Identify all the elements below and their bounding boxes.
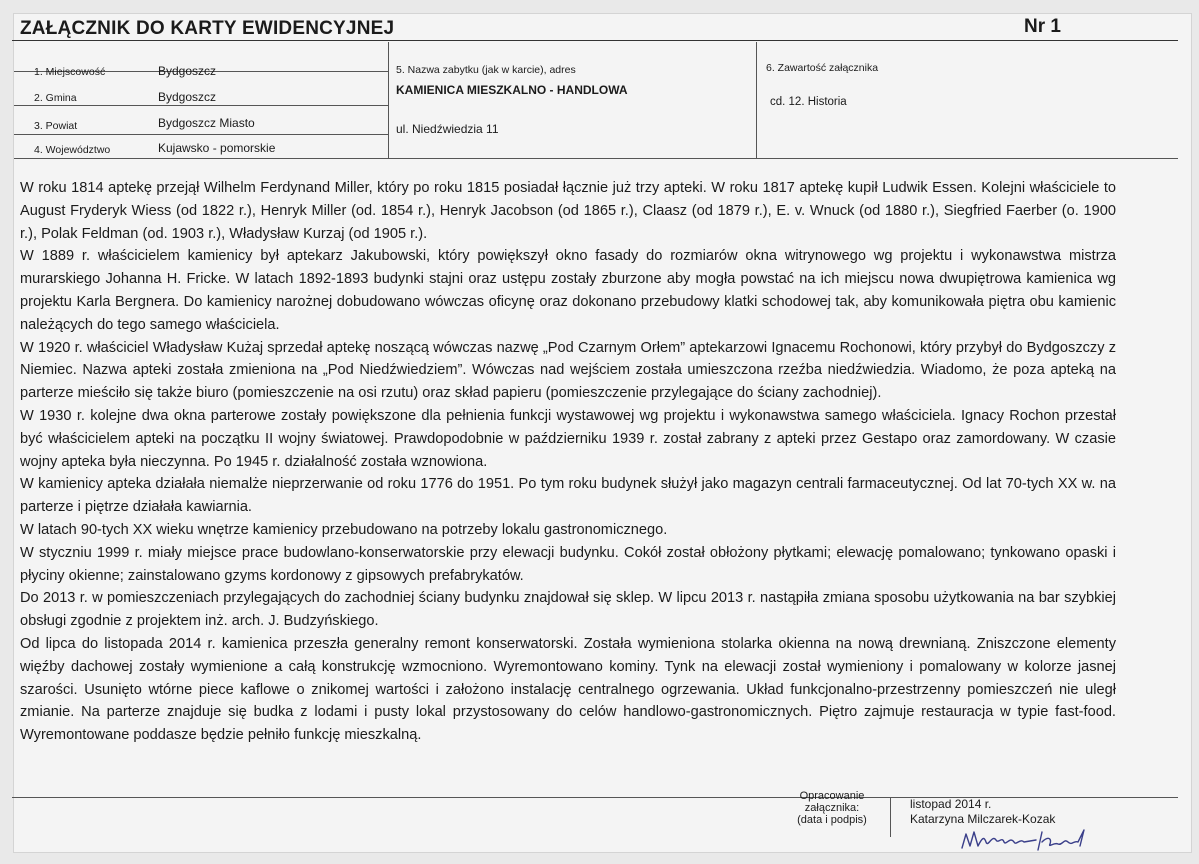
gmina-label: 2. Gmina <box>34 92 77 104</box>
history-paragraph: Do 2013 r. w pomieszczeniach przylegających do zachodniej ściany budynku znajdował się sklep. W lipcu 2013 r. nastąpiła zmiana sposobu użytkowania na bar szybkiej obsługi zgodnie z projektem inż. arch. J. Budzyńskiego. <box>20 590 1116 630</box>
gmina-value: Bydgoszcz <box>158 90 217 104</box>
grid-row-line <box>14 134 388 135</box>
grid-divider-2 <box>756 42 757 159</box>
miejscowosc-label: 1. Miejscowość <box>34 66 106 78</box>
prepared-label-line1: Opracowanie <box>799 790 865 802</box>
document-title: ZAŁĄCZNIK DO KARTY EWIDENCYJNEJ <box>20 18 395 39</box>
wojewodztwo-label: 4. Województwo <box>34 144 111 156</box>
author-name: Katarzyna Milczarek-Kozak <box>910 812 1056 826</box>
prepared-label-line3: (data i podpis) <box>797 814 867 826</box>
miejscowosc-value: Bydgoszcz <box>158 64 217 78</box>
title-divider <box>12 40 1178 41</box>
nazwa-value: KAMIENICA MIESZKALNO - HANDLOWA <box>396 83 628 97</box>
footer-divider <box>12 797 1178 798</box>
nazwa-label: 5. Nazwa zabytku (jak w karcie), adres <box>396 64 576 76</box>
history-paragraph: W kamienicy apteka działała niemalże nieprzerwanie od roku 1776 do 1951. Po tym roku budynek służył jako magazyn centrali farmaceutycznej. Od lat 70-tych XX w. na parterze i piętrze działała kawiarnia. <box>20 476 1116 516</box>
prepared-by-label <box>787 790 877 826</box>
zawartosc-label: 6. Zawartość załącznika <box>766 62 879 74</box>
history-paragraph: W styczniu 1999 r. miały miejsce prace budowlano-konserwatorskie przy elewacji budynku. Cokół został obłożony płytkami; elewację pomalowano; tynkowano opaski i płyciny okienne; zainstalowano gzyms kordonowy z gipsowych prefabrykatów. <box>20 544 1116 584</box>
powiat-value: Bydgoszcz Miasto <box>158 116 255 130</box>
document-number: Nr 1 <box>1024 16 1061 37</box>
adres-value: ul. Niedźwiedzia 11 <box>396 122 499 136</box>
history-paragraph: W 1930 r. kolejne dwa okna parterowe zostały powiększone dla pełnienia funkcji wystawowej wg projektu i wykonawstwa samego właściciela. Ignacy Rochon przestał być właścicielem apteki na początku II wojny światowej. Prawdopodobnie w październiku 1939 r. został zabrany z apteki przez Gestapo oraz zamordowany. W czasie wojny apteka była nieczynna. Po 1945 r. działalność została wznowiona. <box>20 407 1116 470</box>
history-paragraph: Od lipca do listopada 2014 r. kamienica przeszła generalny remont konserwatorski. Została wymieniona stolarka okienna na nową drewnianą. Zniszczone elementy więźby dachowej zostały wymienione a całą konstrukcję wzmocniono. Wyremontowano kominy. Tynk na elewacji został wymieniony i pomalowany w kolorze jasnej szarości. Usunięto wtórne piece kaflowe o znikomej wartości i założono instalację centralnego ogrzewania. Układ funkcjonalno-przestrzenny pomieszczeń nie uległ zmianie. Na parterze znajduje się budka z lodami i pusty lokal przystosowany do celów handlowo-gastronomicznych. Piętro zajmuje restauracja w typie fast-food. Wyremontowane poddasze będzie pełniło funkcję mieszkalną. <box>20 635 1116 744</box>
history-paragraph: W 1889 r. właścicielem kamienicy był aptekarz Jakubowski, który powiększył okno fasady do rozmiarów okna witrynowego wg projektu i wykonawstwa mistrza murarskiego Johanna H. Fricke. W latach 1892-1893 budynki stajni oraz ustępu zostały zburzone aby mogła powstać na ich miejscu nowa dwupiętrowa kamienica wg projektu Karla Bergnera. Do kamienicy narożnej dobudowano wówczas oficynę oraz dokonano przebudowy klatki schodowej tak, aby komunikowała piętra obu kamienic należących do tego samego właściciela. <box>20 248 1116 333</box>
zawartosc-value: cd. 12. Historia <box>770 96 847 108</box>
wojewodztwo-value: Kujawsko - pomorskie <box>158 141 276 155</box>
history-paragraph: W latach 90-tych XX wieku wnętrze kamienicy przebudowano na potrzeby lokalu gastronomicznego. <box>20 521 668 538</box>
grid-row-line <box>14 105 388 106</box>
grid-bottom-line <box>14 158 1178 159</box>
grid-divider-1 <box>388 42 389 159</box>
header-grid <box>14 42 1178 160</box>
powiat-label: 3. Powiat <box>34 120 78 132</box>
handwritten-signature <box>958 812 1118 856</box>
history-paragraph: W 1920 r. właściciel Władysław Kużaj sprzedał aptekę noszącą wówczas nazwę „Pod Czarnym Orłem” aptekarzowi Ignacemu Rochonowi, który przybył do Bydgoszczy z Niemiec. Nazwa apteki została zmieniona na „Pod Niedźwiedziem”. Wówczas nad wejściem została umieszczona rzeźba niedźwiedzia. Wiadomo, że poza apteką na parterze mieściło się także biuro (pomieszczenie na osi rzutu) oraz skład papieru (pomieszczenie przylegające do ściany zachodniej). <box>20 339 1116 402</box>
history-paragraph: W roku 1814 aptekę przejął Wilhelm Ferdynand Miller, który po roku 1815 posiadał łącznie już trzy apteki. W roku 1817 aptekę kupił Ludwik Essen. Kolejni właściciele to August Fryderyk Wiess (od 1822 r.), Henryk Miller (od. 1854 r.), Henryk Jacobson (od 1865 r.), Claasz (od 1879 r.), E. v. Wnuck (od 1880 r.), Siegfried Faerber (o. 1900 r.), Polak Feldman (od. 1903 r.), Władysław Kurzaj (od 1905 r.). <box>20 180 1116 242</box>
prepared-date: listopad 2014 r. <box>910 797 992 811</box>
prepared-label-line2: załącznika: <box>804 802 860 814</box>
history-text <box>20 177 1116 747</box>
